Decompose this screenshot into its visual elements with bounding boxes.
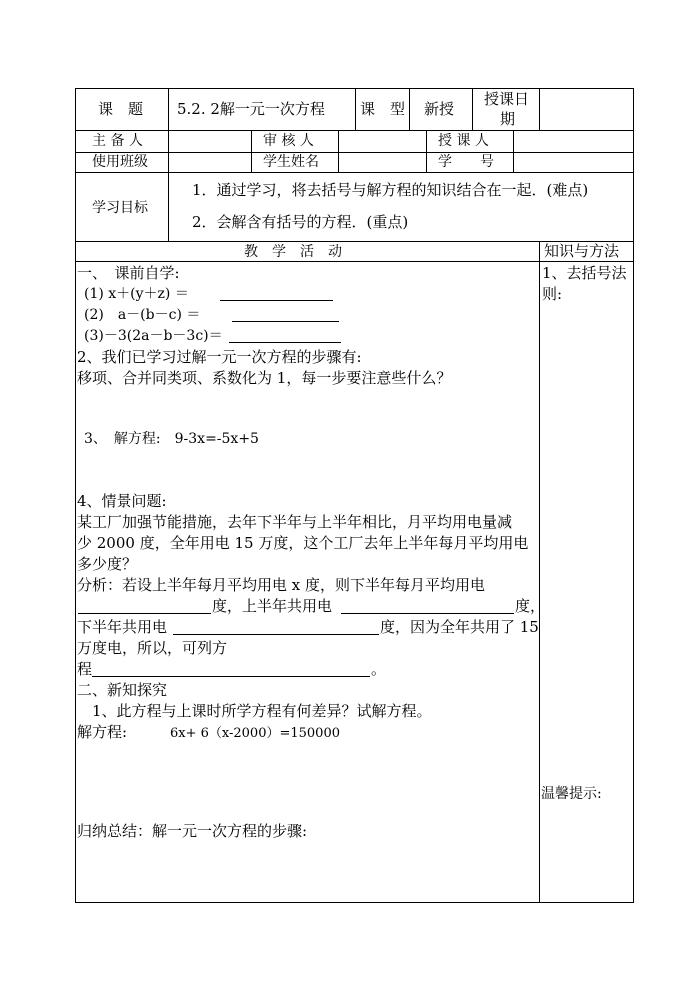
answer-blank: [341, 613, 514, 614]
question-7: 1、此方程与上课时所学方程有何差异？试解方程。: [92, 702, 432, 720]
answer-blank: [173, 634, 379, 635]
type-value: 新授: [424, 100, 455, 118]
table-rule: [355, 88, 356, 130]
table-rule: [539, 88, 540, 130]
scenario-line-1: 某工厂加强节能措施，去年下半年与上半年相比，月平均用电量减: [77, 513, 513, 531]
activity-title: 教 学 活 动: [244, 244, 342, 260]
reviewer-label: 审 核 人: [263, 133, 314, 149]
table-rule: [513, 130, 514, 172]
analysis-line-3a: 下半年共用电: [77, 618, 168, 636]
table-rule: [168, 172, 169, 241]
table-border-right: [633, 88, 634, 903]
question-4-detail: 移项、合并同类项、系数化为 1，每一步要注意些什么？: [77, 369, 452, 387]
question-2: (2) a－(b－c) ＝: [84, 307, 201, 323]
side-column-title: 知识与方法: [544, 242, 620, 260]
question-5: 3、 解方程: 9-3x=-5x+5: [84, 431, 259, 447]
table-rule: [426, 130, 427, 172]
table-border-left: [75, 88, 76, 903]
question-3: (3)－3(2a－b－3c)＝: [84, 328, 223, 344]
table-rule: [539, 241, 540, 902]
lecturer-label: 授 课 人: [438, 133, 489, 149]
answer-blank: [232, 321, 339, 322]
question-4: 2、我们已学习过解一元一次方程的步骤有:: [77, 348, 362, 366]
analysis-line-2b: 度，: [515, 597, 546, 615]
side-note-line2: 则:: [542, 285, 563, 303]
table-rule: [75, 172, 634, 173]
topic-value: 5.2. 2解一元一次方程: [177, 100, 325, 118]
table-rule: [168, 130, 169, 172]
table-rule: [75, 261, 634, 262]
answer-blank: [92, 676, 370, 677]
table-rule: [472, 88, 473, 130]
student-number-label: 学 号: [438, 154, 494, 170]
section-1-heading: 一、 课前自学:: [77, 264, 180, 282]
analysis-line-2a: 度，上半年共用电: [212, 597, 333, 615]
goal-item-2: 2．会解含有括号的方程．(重点): [192, 213, 409, 231]
date-label-line1: 授课日: [484, 90, 530, 108]
question-8-equation: 6x+ 6（x-2000）=150000: [170, 726, 340, 741]
topic-label: 课 题: [98, 100, 144, 118]
side-tip: 温馨提示:: [541, 786, 602, 802]
goal-item-1: 1．通过学习，将去括号与解方程的知识结合在一起．(难点): [192, 181, 589, 199]
table-rule: [75, 152, 634, 153]
table-rule: [168, 88, 169, 130]
side-note-line1: 1、去括号法: [542, 264, 627, 282]
answer-blank: [78, 613, 211, 614]
analysis-line-4: 万度电，所以，可列方: [77, 639, 228, 657]
question-1: (1) x＋(y＋z) ＝: [84, 286, 189, 302]
question-6: 4、情景问题:: [77, 492, 167, 510]
scenario-line-2: 少 2000 度，全年用电 15 万度，这个工厂去年上半年每月平均用电: [77, 534, 529, 552]
answer-blank: [229, 342, 341, 343]
analysis-line-3b: 度，因为全年共用了 15: [380, 618, 539, 636]
section-2-heading: 二、新知探究: [77, 681, 168, 699]
scenario-line-3: 多少度？: [77, 555, 138, 573]
question-8-label: 解方程:: [77, 723, 128, 741]
analysis-line-5a: 程: [77, 660, 93, 678]
summary-prompt: 归纳总结：解一元一次方程的步骤:: [77, 822, 308, 840]
date-label-line2: 期: [500, 110, 516, 128]
type-label: 课 型: [360, 100, 406, 118]
table-border-bottom: [75, 902, 634, 903]
table-rule: [251, 130, 252, 172]
goals-label: 学习目标: [92, 200, 148, 216]
analysis-line-1: 分析：若设上半年每月平均用电 x 度，则下半年每月平均用电: [77, 576, 485, 594]
table-rule: [338, 130, 339, 172]
table-rule: [409, 88, 410, 130]
answer-blank: [220, 300, 333, 301]
student-name-label: 学生姓名: [263, 154, 319, 170]
table-rule: [75, 130, 634, 131]
preparer-label: 主 备 人: [92, 133, 143, 149]
class-label: 使用班级: [92, 154, 148, 170]
analysis-line-5b: 。: [371, 660, 387, 678]
